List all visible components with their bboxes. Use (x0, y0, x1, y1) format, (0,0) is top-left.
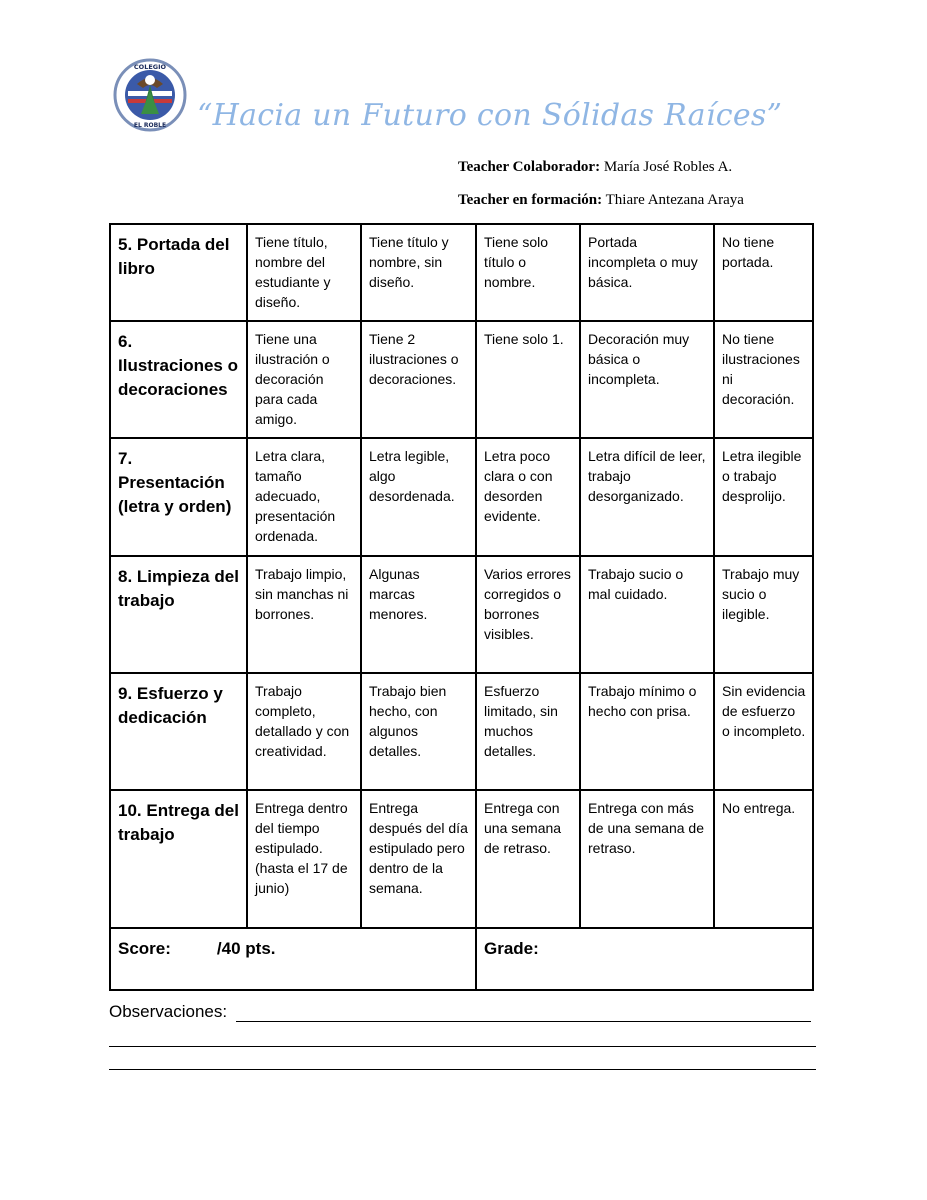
level-cell: Tiene título, nombre del estudiante y diseño. (247, 224, 361, 321)
level-cell: Letra clara, tamaño adecuado, presentación ordenada. (247, 438, 361, 556)
teacher-formacion-name: Thiare Antezana Araya (605, 192, 744, 208)
level-cell: Entrega con una semana de retraso. (476, 790, 580, 928)
teacher-colaborador (458, 159, 732, 176)
teacher-formacion-label: Teacher en formación: (458, 192, 603, 208)
logo-text-top: COLEGIO (133, 63, 167, 71)
level-cell: No tiene ilustraciones ni decoración. (714, 321, 813, 438)
level-cell: Letra difícil de leer, trabajo desorganizado. (580, 438, 714, 556)
level-cell: Esfuerzo limitado, sin muchos detalles. (476, 673, 580, 790)
level-cell: Sin evidencia de esfuerzo o incompleto. (714, 673, 813, 790)
level-cell: No entrega. (714, 790, 813, 928)
level-cell: Tiene título y nombre, sin diseño. (361, 224, 476, 321)
level-cell: Decoración muy básica o incompleta. (580, 321, 714, 438)
level-cell: Trabajo completo, detallado y con creatividad. (247, 673, 361, 790)
rubric-row (110, 438, 813, 556)
level-cell: Letra poco clara o con desorden evidente. (476, 438, 580, 556)
level-cell: Entrega dentro del tiempo estipulado. (hasta el 17 de junio) (247, 790, 361, 928)
level-cell: Entrega con más de una semana de retraso. (580, 790, 714, 928)
observations-line (236, 1021, 811, 1022)
rubric-table (109, 223, 814, 991)
level-cell: Trabajo limpio, sin manchas ni borrones. (247, 556, 361, 673)
rubric-row (110, 673, 813, 790)
rubric-row (110, 224, 813, 321)
school-logo (111, 58, 189, 132)
level-cell: Tiene solo 1. (476, 321, 580, 438)
rubric-row (110, 321, 813, 438)
level-cell: Trabajo muy sucio o ilegible. (714, 556, 813, 673)
level-cell: Tiene una ilustración o decoración para cada amigo. (247, 321, 361, 438)
observations-label: Observaciones: (109, 1002, 228, 1021)
score-cell (110, 928, 476, 990)
school-motto: “Hacia un Futuro con Sólidas Raíces” (197, 98, 783, 133)
teacher-colaborador-label: Teacher Colaborador: (458, 159, 601, 175)
level-cell: Entrega después del día estipulado pero dentro de la semana. (361, 790, 476, 928)
level-cell: Trabajo sucio o mal cuidado. (580, 556, 714, 673)
level-cell: Portada incompleta o muy básica. (580, 224, 714, 321)
criterion-cell: 6. Ilustraciones o decoraciones (110, 321, 247, 438)
level-cell: Tiene 2 ilustraciones o decoraciones. (361, 321, 476, 438)
criterion-cell: 10. Entrega del trabajo (110, 790, 247, 928)
observations-line (109, 1046, 816, 1047)
rubric-row (110, 790, 813, 928)
level-cell: Tiene solo título o nombre. (476, 224, 580, 321)
level-cell: Trabajo bien hecho, con algunos detalles. (361, 673, 476, 790)
criterion-cell: 8. Limpieza del trabajo (110, 556, 247, 673)
score-row (110, 928, 813, 990)
criterion-cell: 5. Portada del libro (110, 224, 247, 321)
observations-line (109, 1069, 816, 1070)
level-cell: Letra ilegible o trabajo desprolijo. (714, 438, 813, 556)
grade-label: Grade: (484, 939, 539, 958)
score-total: /40 pts. (216, 939, 276, 958)
criterion-cell: 7. Presentación (letra y orden) (110, 438, 247, 556)
teacher-formacion (458, 192, 744, 209)
level-cell: Trabajo mínimo o hecho con prisa. (580, 673, 714, 790)
level-cell: No tiene portada. (714, 224, 813, 321)
grade-cell (476, 928, 813, 990)
rubric-row (110, 556, 813, 673)
level-cell: Algunas marcas menores. (361, 556, 476, 673)
criterion-cell: 9. Esfuerzo y dedicación (110, 673, 247, 790)
teacher-colaborador-name: María José Robles A. (603, 159, 733, 175)
score-label: Score: (118, 939, 171, 958)
logo-text-bottom: EL ROBLE (133, 122, 167, 129)
level-cell: Letra legible, algo desordenada. (361, 438, 476, 556)
level-cell: Varios errores corregidos o borrones visibles. (476, 556, 580, 673)
